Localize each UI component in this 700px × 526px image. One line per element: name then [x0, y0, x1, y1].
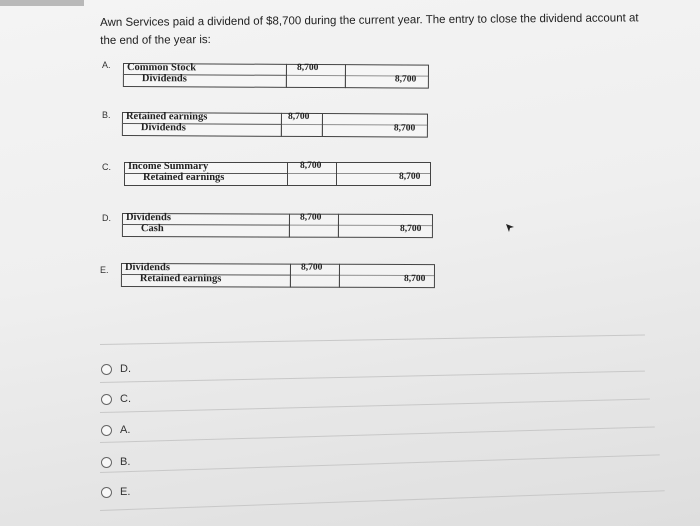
- entry-e-debit-account: Dividends: [124, 262, 170, 274]
- choice-divider: [100, 371, 645, 383]
- journal-entry-a: [123, 63, 428, 89]
- radio-button[interactable]: [101, 394, 112, 405]
- journal-entry-c: [124, 162, 430, 186]
- radio-button[interactable]: [101, 457, 112, 468]
- entry-d-debit-amount: 8,700: [299, 212, 322, 223]
- answer-choice-d[interactable]: [101, 360, 131, 378]
- radio-button[interactable]: [101, 364, 112, 375]
- answer-choice-e[interactable]: [101, 483, 130, 501]
- mouse-cursor-icon: [505, 223, 515, 233]
- choice-divider: [100, 399, 650, 413]
- entry-e-debit-amount: 8,700: [300, 262, 323, 273]
- choice-label: C.: [120, 393, 131, 405]
- entry-a-credit-amount: 8,700: [394, 74, 417, 85]
- entry-e-credit-account: Retained earnings: [139, 273, 222, 285]
- entry-b-debit-account: Retained earnings: [125, 111, 208, 123]
- entry-d-debit-account: Dividends: [125, 212, 171, 224]
- option-c-letter: C.: [102, 162, 111, 172]
- journal-entry-b: [122, 112, 427, 138]
- entry-d-credit-amount: 8,700: [399, 223, 422, 235]
- entry-a-debit-amount: 8,700: [296, 62, 319, 74]
- journal-entry-e: [121, 263, 434, 288]
- entry-a-credit-account: Dividends: [141, 73, 187, 85]
- top-bar: [0, 0, 84, 6]
- question-text: Awn Services paid a dividend of $8,700 during the current year. The entry to close the dividend account at the end of the year is:: [100, 12, 639, 47]
- entry-c-debit-amount: 8,700: [300, 161, 322, 171]
- entry-b-credit-amount: 8,700: [393, 123, 416, 134]
- entry-a-debit-account: Common Stock: [126, 62, 197, 74]
- choice-label: A.: [120, 424, 131, 436]
- option-e-letter: E.: [100, 265, 109, 275]
- choice-divider: [100, 427, 655, 443]
- choice-label: D.: [120, 363, 131, 375]
- radio-button[interactable]: [101, 425, 112, 436]
- choice-divider: [100, 334, 645, 345]
- answer-choice-a[interactable]: [101, 421, 130, 439]
- entry-b-credit-account: Dividends: [140, 122, 186, 134]
- entry-c-credit-account: Retained earnings: [143, 172, 225, 183]
- option-a-letter: A.: [102, 60, 111, 70]
- choice-label: E.: [120, 486, 131, 498]
- choice-divider: [100, 490, 665, 511]
- choice-divider: [100, 454, 660, 473]
- radio-button[interactable]: [101, 487, 112, 498]
- entry-b-debit-amount: 8,700: [287, 111, 310, 122]
- answer-choice-b[interactable]: [101, 453, 130, 471]
- entry-c-debit-account: Income Summary: [128, 161, 209, 172]
- choice-label: B.: [120, 456, 131, 468]
- entry-c-credit-amount: 8,700: [399, 172, 421, 182]
- entry-e-credit-amount: 8,700: [403, 273, 426, 285]
- journal-entry-d: [122, 213, 432, 238]
- answer-choice-c[interactable]: [101, 390, 131, 408]
- entry-d-credit-account: Cash: [140, 223, 164, 235]
- option-d-letter: D.: [102, 213, 111, 223]
- option-b-letter: B.: [102, 110, 111, 120]
